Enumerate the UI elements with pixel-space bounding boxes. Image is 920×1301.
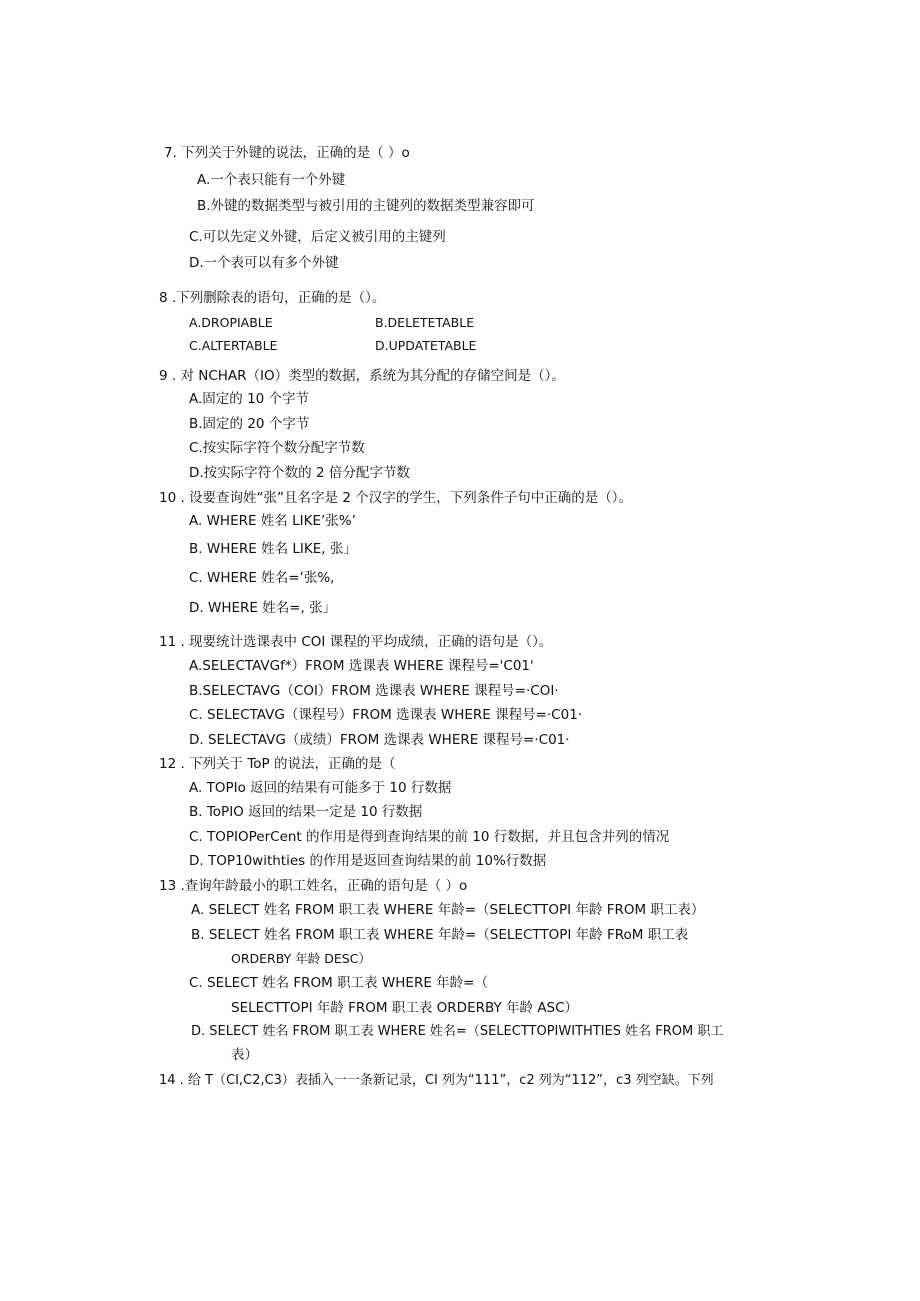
question-9-option-c: C.按实际字符个数分配字节数: [189, 440, 365, 456]
question-14-stem: 14 . 给 T（CI,C2,C3）表插入一一条新记录，CI 列为“111”，c2 列为“112”，c3 列空缺。下列: [159, 1073, 714, 1088]
question-11-option-b: B.SELECTAVG（COI）FROM 选课表 WHERE 课程号=·COI·: [189, 683, 559, 699]
question-12-option-c: C. TOPIOPerCent 的作用是得到查询结果的前 10 行数据，并且包含并列的情况: [189, 829, 670, 845]
question-8-option-b: B.DELETETABLE: [375, 315, 475, 330]
question-13-option-b-line2: ORDERBY 年龄 DESC）: [231, 951, 371, 966]
question-12-option-b: B. ToPIO 返回的结果一定是 10 行数据: [189, 804, 423, 820]
question-12-option-a: A. TOPIo 返回的结果有可能多于 10 行数据: [189, 780, 452, 796]
question-10-option-d: D. WHERE 姓名=, 张」: [189, 600, 337, 616]
question-10-option-c: C. WHERE 姓名=’张%,: [189, 570, 335, 586]
question-8-option-a: A.DROPIABLE: [189, 315, 273, 330]
question-9-option-b: B.固定的 20 个字节: [189, 416, 310, 432]
question-10-stem: 10 . 设要查询姓“张”且名字是 2 个汉字的学生，下列条件子句中正确的是（）。: [159, 490, 632, 506]
question-13-option-c-line1: C. SELECT 姓名 FROM 职工表 WHERE 年龄=（: [189, 975, 488, 991]
question-8-stem: 8 .下列删除表的语句，正确的是（）。: [159, 290, 386, 306]
question-9-option-a: A.固定的 10 个字节: [189, 391, 310, 407]
question-13-option-d-line2: 表）: [231, 1047, 258, 1063]
question-13-option-c-line2: SELECTTOPI 年龄 FROM 职工表 ORDERBY 年龄 ASC）: [231, 1000, 579, 1016]
question-13-option-a: A. SELECT 姓名 FROM 职工表 WHERE 年龄=（SELECTTOPI 年龄 FROM 职工表）: [191, 902, 705, 918]
question-7-option-a: A.一个表只能有一个外键: [197, 172, 346, 188]
question-7-option-b: B.外键的数据类型与被引用的主键列的数据类型兼容即可: [197, 198, 535, 214]
question-8-option-d: D.UPDATETABLE: [375, 338, 477, 353]
question-10-option-a: A. WHERE 姓名 LIKE’张%’: [189, 513, 356, 529]
question-13-option-d-line1: D. SELECT 姓名 FROM 职工表 WHERE 姓名=（SELECTTOPIWITHTIES 姓名 FROM 职工: [191, 1024, 724, 1039]
question-13-option-b-line1: B. SELECT 姓名 FROM 职工表 WHERE 年龄=（SELECTTOPI 年龄 FRoM 职工表: [191, 927, 689, 943]
question-10-option-b: B. WHERE 姓名 LIKE, 张」: [189, 541, 357, 557]
question-11-option-c: C. SELECTAVG（课程号）FROM 选课表 WHERE 课程号=·C01·: [189, 707, 583, 723]
question-9-option-d: D.按实际字符个数的 2 倍分配字节数: [189, 465, 410, 481]
question-11-option-a: A.SELECTAVGf*）FROM 选课表 WHERE 课程号='C01': [189, 658, 534, 674]
question-7-stem: 7. 下列关于外键的说法，正确的是（ ）o: [164, 145, 410, 161]
question-7-option-d: D.一个表可以有多个外键: [189, 255, 339, 271]
question-12-option-d: D. TOP10withties 的作用是返回查询结果的前 10%行数据: [189, 853, 547, 869]
question-8-option-c: C.ALTERTABLE: [189, 338, 278, 353]
question-13-stem: 13 .查询年龄最小的职工姓名，正确的语句是（ ）o: [159, 878, 468, 894]
question-11-option-d: D. SELECTAVG（成绩）FROM 选课表 WHERE 课程号=·C01·: [189, 732, 570, 748]
question-9-stem: 9 . 对 NCHAR（IO）类型的数据，系统为其分配的存储空间是（）。: [159, 368, 565, 384]
question-7-option-c: C.可以先定义外键，后定义被引用的主键列: [189, 229, 446, 245]
question-11-stem: 11 . 现要统计选课表中 COI 课程的平均成绩，正确的语句是（）。: [159, 634, 553, 650]
question-12-stem: 12 . 下列关于 ToP 的说法，正确的是（: [159, 756, 396, 772]
